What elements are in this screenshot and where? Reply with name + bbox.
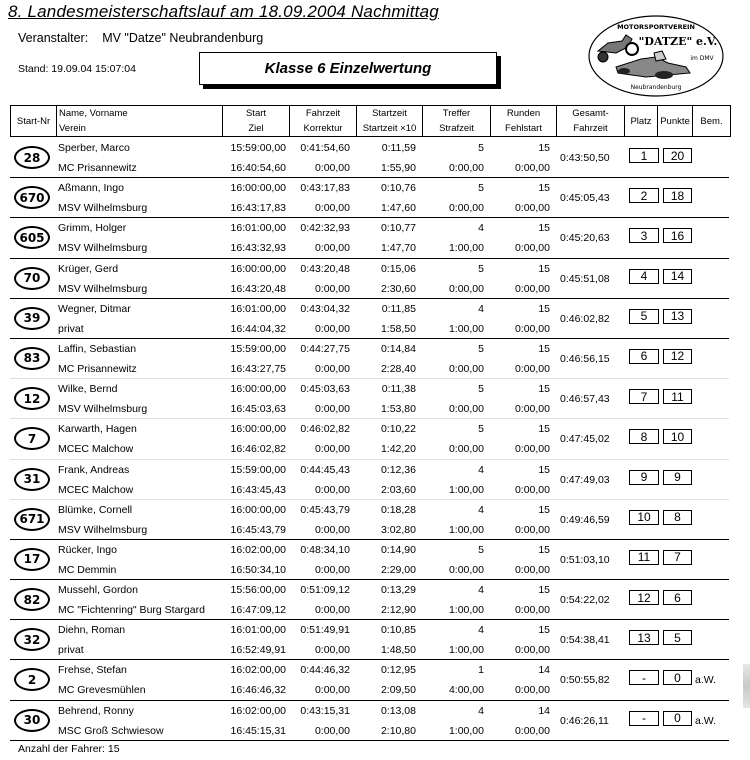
- gesamt-cell: 0:46:26,11: [560, 714, 609, 727]
- name-cell: Behrend, Ronny MSC Groß Schwiesow: [58, 704, 164, 737]
- fahrzeit-cell: 0:44:46,32 0:00,00: [300, 664, 350, 697]
- treffer-cell: 4 1:00,00: [448, 503, 484, 536]
- fahrzeit-cell: 0:43:15,31 0:00,00: [300, 704, 350, 737]
- treffer-cell: 5 0:00,00: [448, 262, 484, 295]
- start-cell: 16:02:00,00 16:50:34,10: [230, 543, 286, 576]
- start-cell: 16:01:00,00 16:52:49,91: [230, 624, 286, 657]
- fahrzeit-cell: 0:42:32,93 0:00,00: [300, 222, 350, 255]
- treffer-cell: 5 0:00,00: [448, 383, 484, 416]
- punkte-box: 18: [663, 188, 692, 203]
- platz-box: 11: [629, 550, 659, 565]
- gesamt-cell: 0:45:20,63: [560, 232, 610, 245]
- start-number-badge: 17: [14, 548, 50, 571]
- start-cell: 16:02:00,00 16:45:15,31: [230, 704, 286, 737]
- punkte-box: 7: [663, 550, 692, 565]
- start-cell: 15:59:00,00 16:43:27,75: [230, 342, 286, 375]
- start-cell: 16:01:00,00 16:43:32,93: [230, 222, 286, 255]
- startzeit-cell: 0:11,85 1:58,50: [380, 302, 416, 335]
- results-table: [10, 138, 729, 741]
- start-cell: 16:01:00,00 16:44:04,32: [230, 302, 286, 335]
- bem-cell: a.W.: [695, 714, 717, 727]
- svg-text:MOTORSPORTVEREIN: MOTORSPORTVEREIN: [617, 23, 695, 31]
- table-row: [10, 660, 729, 700]
- organizer-label: Veranstalter:: [18, 31, 89, 45]
- table-row: [10, 540, 729, 580]
- start-number-badge: 28: [14, 146, 50, 169]
- punkte-box: 13: [663, 309, 692, 324]
- start-cell: 16:00:00,00 16:43:17,83: [230, 182, 286, 215]
- treffer-cell: 5 0:00,00: [448, 182, 484, 215]
- start-cell: 16:00:00,00 16:45:43,79: [230, 503, 286, 536]
- start-cell: 16:00:00,00 16:45:03,63: [230, 383, 286, 416]
- fahrzeit-cell: 0:46:02,82 0:00,00: [300, 423, 350, 456]
- name-cell: Frehse, Stefan MC Grevesmühlen: [58, 664, 146, 697]
- start-number-badge: 30: [14, 709, 50, 732]
- start-number-badge: 671: [14, 508, 50, 531]
- name-cell: Wegner, Ditmar privat: [58, 302, 131, 335]
- start-cell: 15:56:00,00 16:47:09,12: [230, 584, 286, 617]
- class-title-box: [199, 52, 497, 85]
- treffer-cell: 5 0:00,00: [448, 342, 484, 375]
- fahrzeit-cell: 0:51:09,12 0:00,00: [300, 584, 350, 617]
- gesamt-cell: 0:54:22,02: [560, 594, 610, 607]
- startzeit-cell: 0:12,95 2:09,50: [380, 664, 416, 697]
- col-start: Start Ziel: [223, 106, 290, 136]
- table-row: [10, 460, 729, 500]
- gesamt-cell: 0:51:03,10: [560, 553, 610, 566]
- organizer: [18, 31, 263, 45]
- name-cell: Rücker, Ingo MC Demmin: [58, 543, 117, 576]
- startzeit-cell: 0:15,06 2:30,60: [380, 262, 416, 295]
- platz-box: -: [629, 670, 659, 685]
- gesamt-cell: 0:43:50,50: [560, 152, 610, 164]
- punkte-box: 14: [663, 269, 692, 284]
- runden-cell: 15 0:00,00: [514, 584, 550, 617]
- gesamt-cell: 0:47:45,02: [560, 433, 610, 446]
- start-number-badge: 70: [14, 267, 50, 290]
- table-row: [10, 701, 729, 741]
- platz-box: 10: [629, 510, 659, 525]
- fahrzeit-cell: 0:44:27,75 0:00,00: [300, 342, 350, 375]
- runden-cell: 15 0:00,00: [514, 423, 550, 456]
- punkte-box: 16: [663, 228, 692, 243]
- punkte-box: 11: [663, 389, 692, 404]
- table-row: [10, 138, 729, 178]
- platz-box: 1: [629, 148, 659, 163]
- col-punkte: Punkte: [658, 106, 693, 136]
- fahrzeit-cell: 0:41:54,60 0:00,00: [300, 142, 350, 174]
- runden-cell: 15 0:00,00: [514, 503, 550, 536]
- treffer-cell: 5 0:00,00: [448, 423, 484, 456]
- fahrzeit-cell: 0:45:03,63 0:00,00: [300, 383, 350, 416]
- svg-text:Neubrandenburg: Neubrandenburg: [630, 84, 682, 91]
- runden-cell: 15 0:00,00: [514, 302, 550, 335]
- runden-cell: 15 0:00,00: [514, 142, 550, 174]
- runden-cell: 15 0:00,00: [514, 383, 550, 416]
- start-cell: 16:00:00,00 16:43:20,48: [230, 262, 286, 295]
- table-row: [10, 379, 729, 419]
- runden-cell: 15 0:00,00: [514, 222, 550, 255]
- name-cell: Mussehl, Gordon MC "Fichtenring" Burg Stargard: [58, 584, 205, 617]
- driver-count: Anzahl der Fahrer: 15: [18, 743, 120, 755]
- table-row: [10, 620, 729, 660]
- punkte-box: 0: [663, 670, 692, 685]
- col-gesamt: Gesamt- Fahrzeit: [557, 106, 625, 136]
- startzeit-cell: 0:10,77 1:47,70: [380, 222, 416, 255]
- platz-box: 5: [629, 309, 659, 324]
- svg-text:im DMV: im DMV: [690, 55, 714, 62]
- startzeit-cell: 0:10,76 1:47,60: [380, 182, 416, 215]
- col-bem: Bem.: [700, 115, 723, 127]
- class-title: Klasse 6 Einzelwertung: [264, 60, 432, 77]
- platz-box: 6: [629, 349, 659, 364]
- runden-cell: 15 0:00,00: [514, 543, 550, 576]
- punkte-box: 20: [663, 148, 692, 163]
- name-cell: Krüger, Gerd MSV Wilhelmsburg: [58, 262, 148, 295]
- treffer-cell: 5 0:00,00: [448, 142, 484, 174]
- treffer-cell: 4 1:00,00: [448, 584, 484, 617]
- runden-cell: 15 0:00,00: [514, 262, 550, 295]
- table-row: [10, 580, 729, 620]
- fahrzeit-cell: 0:43:04,32 0:00,00: [300, 302, 350, 335]
- platz-box: 2: [629, 188, 659, 203]
- gesamt-cell: 0:54:38,41: [560, 634, 610, 647]
- gesamt-cell: 0:45:51,08: [560, 272, 610, 285]
- punkte-box: 8: [663, 510, 692, 525]
- col-treffer: Treffer Strafzeit: [423, 106, 491, 136]
- treffer-cell: 5 0:00,00: [448, 543, 484, 576]
- platz-box: 12: [629, 590, 659, 605]
- treffer-cell: 1 4:00,00: [448, 664, 484, 697]
- name-cell: Sperber, Marco MC Prisannewitz: [58, 142, 137, 174]
- platz-box: 9: [629, 470, 659, 485]
- start-number-badge: 32: [14, 628, 50, 651]
- col-startzeit: Startzeit Startzeit ×10: [357, 106, 423, 136]
- runden-cell: 14 0:00,00: [514, 704, 550, 737]
- startzeit-cell: 0:14,90 2:29,00: [380, 543, 416, 576]
- start-number-badge: 605: [14, 226, 50, 249]
- platz-box: 13: [629, 630, 659, 645]
- fahrzeit-cell: 0:43:20,48 0:00,00: [300, 262, 350, 295]
- col-name: Name, Vorname Verein: [57, 106, 223, 136]
- name-cell: Karwarth, Hagen MCEC Malchow: [58, 423, 137, 456]
- treffer-cell: 4 1:00,00: [448, 624, 484, 657]
- punkte-box: 0: [663, 711, 692, 726]
- gesamt-cell: 0:49:46,59: [560, 513, 610, 526]
- start-number-badge: 82: [14, 588, 50, 611]
- name-cell: Frank, Andreas MCEC Malchow: [58, 463, 134, 496]
- table-row: [10, 259, 729, 299]
- gesamt-cell: 0:46:56,15: [560, 352, 610, 365]
- punkte-box: 5: [663, 630, 692, 645]
- name-cell: Wilke, Bernd MSV Wilhelmsburg: [58, 383, 148, 416]
- start-number-badge: 83: [14, 347, 50, 370]
- name-cell: Blümke, Cornell MSV Wilhelmsburg: [58, 503, 148, 536]
- start-number-badge: 12: [14, 387, 50, 410]
- fahrzeit-cell: 0:44:45,43 0:00,00: [300, 463, 350, 496]
- gesamt-cell: 0:50:55,82: [560, 674, 610, 687]
- col-platz: Platz: [625, 106, 658, 136]
- svg-text:"DATZE" e.V.: "DATZE" e.V.: [638, 35, 718, 48]
- start-number-badge: 7: [14, 427, 50, 450]
- startzeit-cell: 0:14,84 2:28,40: [380, 342, 416, 375]
- startzeit-cell: 0:18,28 3:02,80: [380, 503, 416, 536]
- table-row: [10, 500, 729, 540]
- bem-cell: a.W.: [695, 674, 717, 687]
- fahrzeit-cell: 0:48:34,10 0:00,00: [300, 543, 350, 576]
- start-number-badge: 2: [14, 668, 50, 691]
- platz-box: 7: [629, 389, 659, 404]
- stand-timestamp: Stand: 19.09.04 15:07:04: [18, 63, 136, 75]
- startzeit-cell: 0:13,08 2:10,80: [380, 704, 416, 737]
- gesamt-cell: 0:46:02,82: [560, 312, 610, 325]
- page-title: 8. Landesmeisterschaftslauf am 18.09.2004 Nachmittag: [8, 2, 439, 21]
- runden-cell: 15 0:00,00: [514, 342, 550, 375]
- start-number-badge: 670: [14, 186, 50, 209]
- table-row: [10, 178, 729, 218]
- startzeit-cell: 0:11,38 1:53,80: [380, 383, 416, 416]
- fahrzeit-cell: 0:43:17,83 0:00,00: [300, 182, 350, 215]
- start-cell: 15:59:00,00 16:43:45,43: [230, 463, 286, 496]
- gesamt-cell: 0:47:49,03: [560, 473, 610, 486]
- start-cell: 16:00:00,00 16:46:02,82: [230, 423, 286, 456]
- name-cell: Grimm, Holger MSV Wilhelmsburg: [58, 222, 148, 255]
- start-cell: 15:59:00,00 16:40:54,60: [230, 142, 286, 174]
- runden-cell: 14 0:00,00: [514, 664, 550, 697]
- startzeit-cell: 0:11,59 1:55,90: [380, 142, 416, 174]
- start-number-badge: 31: [14, 468, 50, 491]
- table-header: [10, 105, 731, 137]
- punkte-box: 12: [663, 349, 692, 364]
- name-cell: Diehn, Roman privat: [58, 624, 126, 657]
- table-row: [10, 339, 729, 379]
- treffer-cell: 4 1:00,00: [448, 222, 484, 255]
- punkte-box: 10: [663, 429, 692, 444]
- treffer-cell: 4 1:00,00: [448, 463, 484, 496]
- gesamt-cell: 0:45:05,43: [560, 192, 610, 205]
- treffer-cell: 4 1:00,00: [448, 302, 484, 335]
- platz-box: 4: [629, 269, 659, 284]
- fahrzeit-cell: 0:51:49,91 0:00,00: [300, 624, 350, 657]
- startzeit-cell: 0:12,36 2:03,60: [380, 463, 416, 496]
- name-cell: Aßmann, Ingo MSV Wilhelmsburg: [58, 182, 148, 215]
- startzeit-cell: 0:13,29 2:12,90: [380, 584, 416, 617]
- platz-box: 8: [629, 429, 659, 444]
- runden-cell: 15 0:00,00: [514, 624, 550, 657]
- platz-box: -: [629, 711, 659, 726]
- table-row: [10, 419, 729, 459]
- col-startnr: Start-Nr: [11, 106, 57, 136]
- start-cell: 16:02:00,00 16:46:46,32: [230, 664, 286, 697]
- table-row: [10, 299, 729, 339]
- name-cell: Laffin, Sebastian MC Prisannewitz: [58, 342, 137, 375]
- fahrzeit-cell: 0:45:43,79 0:00,00: [300, 503, 350, 536]
- table-row: [10, 218, 729, 258]
- startzeit-cell: 0:10,22 1:42,20: [380, 423, 416, 456]
- runden-cell: 15 0:00,00: [514, 182, 550, 215]
- organizer-value: MV "Datze" Neubrandenburg: [102, 31, 264, 45]
- treffer-cell: 4 1:00,00: [448, 704, 484, 737]
- platz-box: 3: [629, 228, 659, 243]
- club-logo-icon: [586, 13, 726, 99]
- gesamt-cell: 0:46:57,43: [560, 393, 610, 406]
- start-number-badge: 39: [14, 307, 50, 330]
- scrollbar-fragment: [743, 664, 750, 708]
- startzeit-cell: 0:10,85 1:48,50: [380, 624, 416, 657]
- col-fahrzeit: Fahrzeit Korrektur: [290, 106, 357, 136]
- punkte-box: 9: [663, 470, 692, 485]
- punkte-box: 6: [663, 590, 692, 605]
- runden-cell: 15 0:00,00: [514, 463, 550, 496]
- col-runden: Runden Fehlstart: [491, 106, 557, 136]
